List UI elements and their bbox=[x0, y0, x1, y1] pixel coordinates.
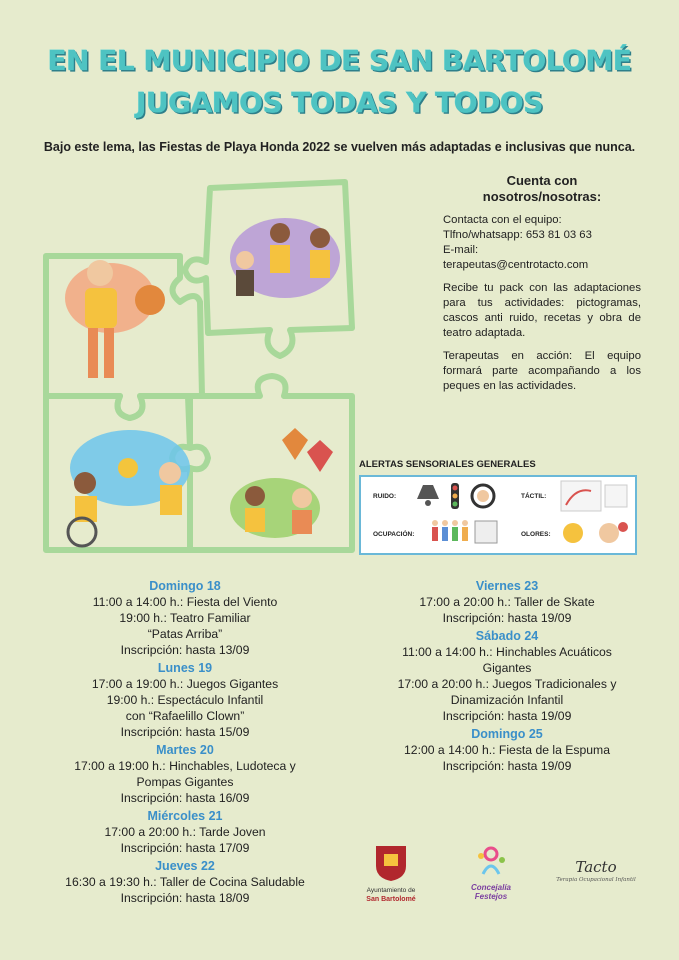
schedule-line: 12:00 a 14:00 h.: Fiesta de la Espuma bbox=[404, 743, 610, 757]
schedule-day-heading: Miércoles 21 bbox=[147, 809, 223, 823]
contact-pack: Recibe tu pack con las adaptaciones para tus actividades: pictogramas, cascos anti ruido, recetas y obra de teatro adaptada. bbox=[443, 282, 641, 339]
tacto-name: Tacto bbox=[575, 858, 617, 876]
contact-email-label: E-mail: bbox=[443, 244, 479, 256]
schedule-line: Gigantes bbox=[482, 661, 532, 675]
smell-icon bbox=[563, 522, 628, 543]
contact-heading-line1: Cuenta con bbox=[506, 173, 578, 188]
ayuntamiento-line2: San Bartolomé bbox=[366, 896, 416, 903]
schedule-line: Inscripción: hasta 19/09 bbox=[442, 709, 572, 723]
schedule-line: 16:30 a 19:30 h.: Taller de Cocina Saludable bbox=[65, 875, 305, 889]
schedule-line: Inscripción: hasta 18/09 bbox=[120, 891, 250, 905]
schedule-line: Inscripción: hasta 19/09 bbox=[442, 611, 572, 625]
schedule-line: 17:00 a 20:00 h.: Tarde Joven bbox=[104, 825, 266, 839]
contact-heading bbox=[443, 173, 641, 205]
tacto-subtitle: Terapia Ocupacional Infantil bbox=[556, 877, 636, 883]
alerts-box bbox=[359, 475, 637, 555]
schedule-line: 11:00 a 14:00 h.: Hinchables Acuáticos bbox=[402, 645, 612, 659]
schedule-line: 19:00 h.: Teatro Familiar bbox=[119, 611, 251, 625]
schedule-line: con “Rafaelillo Clown” bbox=[125, 709, 245, 723]
alert-pictograms bbox=[361, 477, 635, 553]
contact-team-line1: Contacta con el equipo: bbox=[443, 214, 562, 226]
contact-heading-line2: nosotros/nosotras: bbox=[482, 189, 602, 204]
schedule-line: “Patas Arriba” bbox=[147, 627, 223, 641]
ayuntamiento-logo bbox=[351, 842, 431, 904]
contact-email[interactable]: terapeutas@centrotacto.com bbox=[443, 259, 589, 271]
noise-icon bbox=[417, 483, 494, 509]
alerts-title: ALERTAS SENSORIALES GENERALES bbox=[359, 459, 536, 470]
tacto-logo bbox=[551, 858, 641, 884]
alert-olores-label: OLORES: bbox=[521, 531, 551, 538]
puzzle-illustration bbox=[40, 178, 360, 556]
crest-icon bbox=[374, 842, 408, 882]
schedule-day-heading: Jueves 22 bbox=[155, 859, 215, 873]
schedule-line: Inscripción: hasta 17/09 bbox=[120, 841, 250, 855]
schedule-line: 17:00 a 20:00 h.: Taller de Skate bbox=[419, 595, 595, 609]
schedule-day-heading: Martes 20 bbox=[156, 743, 214, 757]
schedule-day-heading: Domingo 25 bbox=[471, 727, 543, 741]
alert-tactil-label: TÁCTIL: bbox=[521, 493, 547, 500]
ayuntamiento-line1: Ayuntamiento de bbox=[366, 887, 416, 894]
schedule-line: Inscripción: hasta 19/09 bbox=[442, 759, 572, 773]
schedule-line: 17:00 a 19:00 h.: Juegos Gigantes bbox=[91, 677, 279, 691]
title-line-2: JUGAMOS TODAS Y TODOS bbox=[136, 86, 543, 119]
touch-icon bbox=[561, 481, 627, 511]
schedule-day-heading: Domingo 18 bbox=[149, 579, 221, 593]
crowd-icon bbox=[432, 520, 497, 543]
concejalia-festejos-logo bbox=[451, 844, 531, 901]
schedule-line: Inscripción: hasta 13/09 bbox=[120, 643, 250, 657]
schedule-line: Dinamización Infantil bbox=[450, 693, 564, 707]
schedule-line: 19:00 h.: Espectáculo Infantil bbox=[106, 693, 264, 707]
alert-ocupacion-label: OCUPACIÓN: bbox=[373, 531, 415, 538]
schedule-line: 11:00 a 14:00 h.: Fiesta del Viento bbox=[92, 595, 278, 609]
schedule-line: 17:00 a 19:00 h.: Hinchables, Ludoteca y bbox=[74, 759, 296, 773]
contact-therapists: Terapeutas en acción: El equipo formará parte acompañando a los peques en las actividades. bbox=[443, 350, 641, 392]
schedule-line: Pompas Gigantes bbox=[136, 775, 234, 789]
contact-team bbox=[443, 213, 641, 273]
concejalia-line1: Concejalía bbox=[470, 883, 511, 892]
concejalia-line2: Festejos bbox=[474, 892, 508, 901]
schedule-day-heading: Viernes 23 bbox=[475, 579, 539, 593]
schedule-day-heading: Lunes 19 bbox=[157, 661, 213, 675]
intro-text: Bajo este lema, las Fiestas de Playa Honda 2022 se vuelven más adaptadas e inclusivas que nunca. bbox=[43, 140, 636, 154]
schedule-line: 17:00 a 20:00 h.: Juegos Tradicionales y bbox=[397, 677, 617, 691]
schedule-line: Inscripción: hasta 15/09 bbox=[120, 725, 250, 739]
contact-block bbox=[443, 173, 641, 402]
logos-strip bbox=[343, 832, 643, 924]
schedule-right bbox=[362, 578, 652, 774]
title-line-1: EN EL MUNICIPIO DE SAN BARTOLOMÉ bbox=[47, 44, 632, 77]
alert-ruido-label: RUIDO: bbox=[373, 493, 397, 500]
schedule-line: Inscripción: hasta 16/09 bbox=[120, 791, 250, 805]
festejos-symbol-icon bbox=[475, 844, 507, 878]
contact-phone[interactable]: Tlfno/whatsapp: 653 81 03 63 bbox=[443, 229, 592, 241]
schedule-day-heading: Sábado 24 bbox=[475, 629, 539, 643]
schedule-left bbox=[60, 578, 310, 906]
